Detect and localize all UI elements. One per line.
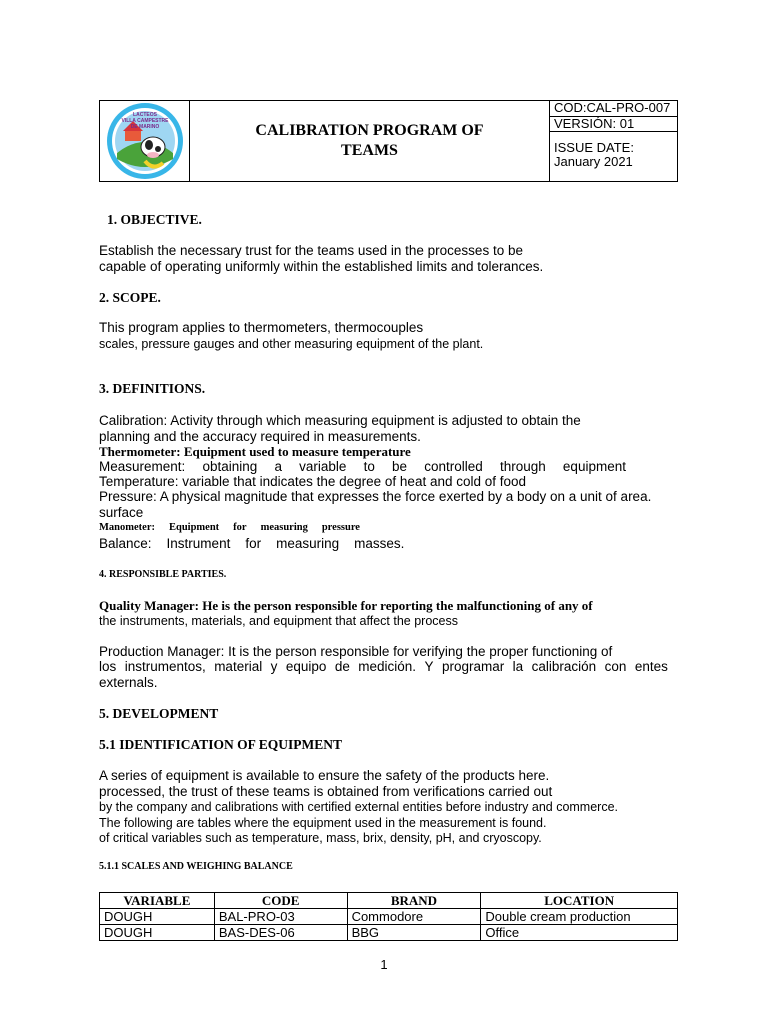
- definition-calibration-line-1: Calibration: Activity through which measuring equipment is adjusted to obtain the: [99, 413, 581, 428]
- logo-icon: [105, 101, 185, 181]
- issue-date-label: ISSUE DATE:: [554, 140, 634, 155]
- column-header-location: LOCATION: [481, 893, 678, 909]
- definition-manometer: [99, 520, 360, 536]
- document-code: COD:CAL-PRO-007: [550, 101, 677, 117]
- definition-calibration-line-2: planning and the accuracy required in measurements.: [99, 429, 421, 444]
- word: Measurement:: [99, 459, 186, 474]
- table-cell: DOUGH: [100, 909, 215, 925]
- scope-text-line-1: This program applies to thermometers, thermocouples: [99, 320, 424, 335]
- word: de: [334, 659, 350, 674]
- production-manager-line-2: [99, 659, 668, 675]
- word: material: [214, 659, 263, 674]
- scope-text-line-2: scales, pressure gauges and other measuring equipment of the plant.: [99, 337, 484, 351]
- document-title: [190, 101, 550, 181]
- column-header-brand: BRAND: [347, 893, 481, 909]
- identification-line-4: The following are tables where the equipment used in the measurement is found.: [99, 816, 547, 830]
- word: masses.: [354, 536, 405, 551]
- issue-date-value: January 2021: [554, 154, 633, 169]
- table-cell: BBG: [347, 925, 481, 941]
- word: equipo: [285, 659, 327, 674]
- development-heading: 5. DEVELOPMENT: [99, 706, 219, 721]
- table-cell: BAL-PRO-03: [214, 909, 347, 925]
- equipment-table: [99, 892, 678, 941]
- definition-balance: [99, 536, 404, 552]
- word: be: [392, 459, 408, 474]
- definition-pressure-line-2: surface: [99, 505, 144, 520]
- objective-text-line-1: Establish the necessary trust for the teams used in the processes to be: [99, 243, 523, 258]
- table-header-row: [100, 893, 678, 909]
- identification-heading: 5.1 IDENTIFICATION OF EQUIPMENT: [99, 737, 343, 752]
- table-row: [100, 925, 678, 941]
- definition-thermometer: Thermometer: Equipment used to measure temperature: [99, 444, 411, 459]
- word: Y: [424, 659, 434, 674]
- quality-manager-line-1: Quality Manager: He is the person responsible for reporting the malfunctioning of any of: [99, 598, 593, 613]
- responsible-heading: 4. RESPONSIBLE PARTIES.: [99, 569, 227, 580]
- table-cell: Double cream production: [481, 909, 678, 925]
- objective-text-line-2: capable of operating uniformly within the established limits and tolerances.: [99, 259, 544, 274]
- word: Manometer:: [99, 522, 155, 533]
- document-meta: [550, 101, 677, 181]
- word: la: [512, 659, 524, 674]
- table-cell: Commodore: [347, 909, 481, 925]
- word: obtaining: [202, 459, 258, 474]
- definition-temperature: Temperature: variable that indicates the degree of heat and cold of food: [99, 474, 527, 489]
- table-cell: Office: [481, 925, 678, 941]
- word: pressure: [321, 522, 360, 533]
- svg-text:LACTEOS: LACTEOS: [132, 112, 157, 118]
- production-manager-line-3: externals.: [99, 675, 158, 690]
- word: Balance:: [99, 536, 152, 551]
- page-number: 1: [380, 957, 388, 972]
- scope-heading: 2. SCOPE.: [99, 290, 161, 305]
- objective-heading: 1. OBJECTIVE.: [107, 212, 202, 227]
- identification-line-1: A series of equipment is available to ensure the safety of the products here.: [99, 768, 550, 783]
- column-header-variable: VARIABLE: [100, 893, 215, 909]
- identification-line-3: by the company and calibrations with certified external entities before industry and commerce.: [99, 800, 619, 814]
- word: controlled: [424, 459, 483, 474]
- word: measuring: [260, 522, 308, 533]
- svg-text:VILLA CAMPESTRE: VILLA CAMPESTRE: [120, 118, 169, 124]
- word: medición.: [358, 659, 417, 674]
- word: for: [245, 536, 262, 551]
- table-cell: DOUGH: [100, 925, 215, 941]
- quality-manager-line-2: the instruments, materials, and equipment that affect the process: [99, 614, 458, 628]
- identification-line-2: processed, the trust of these teams is obtained from verifications carried out: [99, 784, 553, 799]
- word: instrumentos,: [124, 659, 206, 674]
- table-row: [100, 909, 678, 925]
- word: for: [233, 522, 247, 533]
- word: los: [99, 659, 117, 674]
- title-line-2: TEAMS: [341, 142, 398, 159]
- svg-text:DE MARINO: DE MARINO: [130, 124, 159, 130]
- word: variable: [299, 459, 347, 474]
- word: equipment: [562, 459, 626, 474]
- word: calibración: [531, 659, 597, 674]
- document-version: VERSIÓN: 01: [550, 117, 677, 132]
- column-header-code: CODE: [214, 893, 347, 909]
- scales-heading: 5.1.1 SCALES AND WEIGHING BALANCE: [99, 861, 293, 872]
- word: programar: [441, 659, 505, 674]
- word: y: [270, 659, 278, 674]
- document-header: [99, 100, 678, 182]
- issue-date-block: [550, 132, 677, 181]
- word: a: [274, 459, 282, 474]
- word: entes: [634, 659, 668, 674]
- word: to: [363, 459, 375, 474]
- word: measuring: [276, 536, 340, 551]
- word: Instrument: [166, 536, 231, 551]
- identification-line-5: of critical variables such as temperature, mass, brix, density, pH, and cryoscopy.: [99, 831, 542, 845]
- definitions-heading: 3. DEFINITIONS.: [99, 381, 206, 396]
- word: Equipment: [168, 522, 220, 533]
- definition-measurement: [99, 459, 626, 475]
- word: through: [499, 459, 546, 474]
- production-manager-line-1: Production Manager: It is the person responsible for verifying the proper functioning of: [99, 644, 613, 659]
- title-line-1: CALIBRATION PROGRAM OF: [255, 122, 484, 139]
- word: con: [604, 659, 627, 674]
- company-logo: [100, 101, 190, 181]
- table-cell: BAS-DES-06: [214, 925, 347, 941]
- definition-pressure-line-1: Pressure: A physical magnitude that expresses the force exerted by a body on a unit of area.: [99, 489, 652, 504]
